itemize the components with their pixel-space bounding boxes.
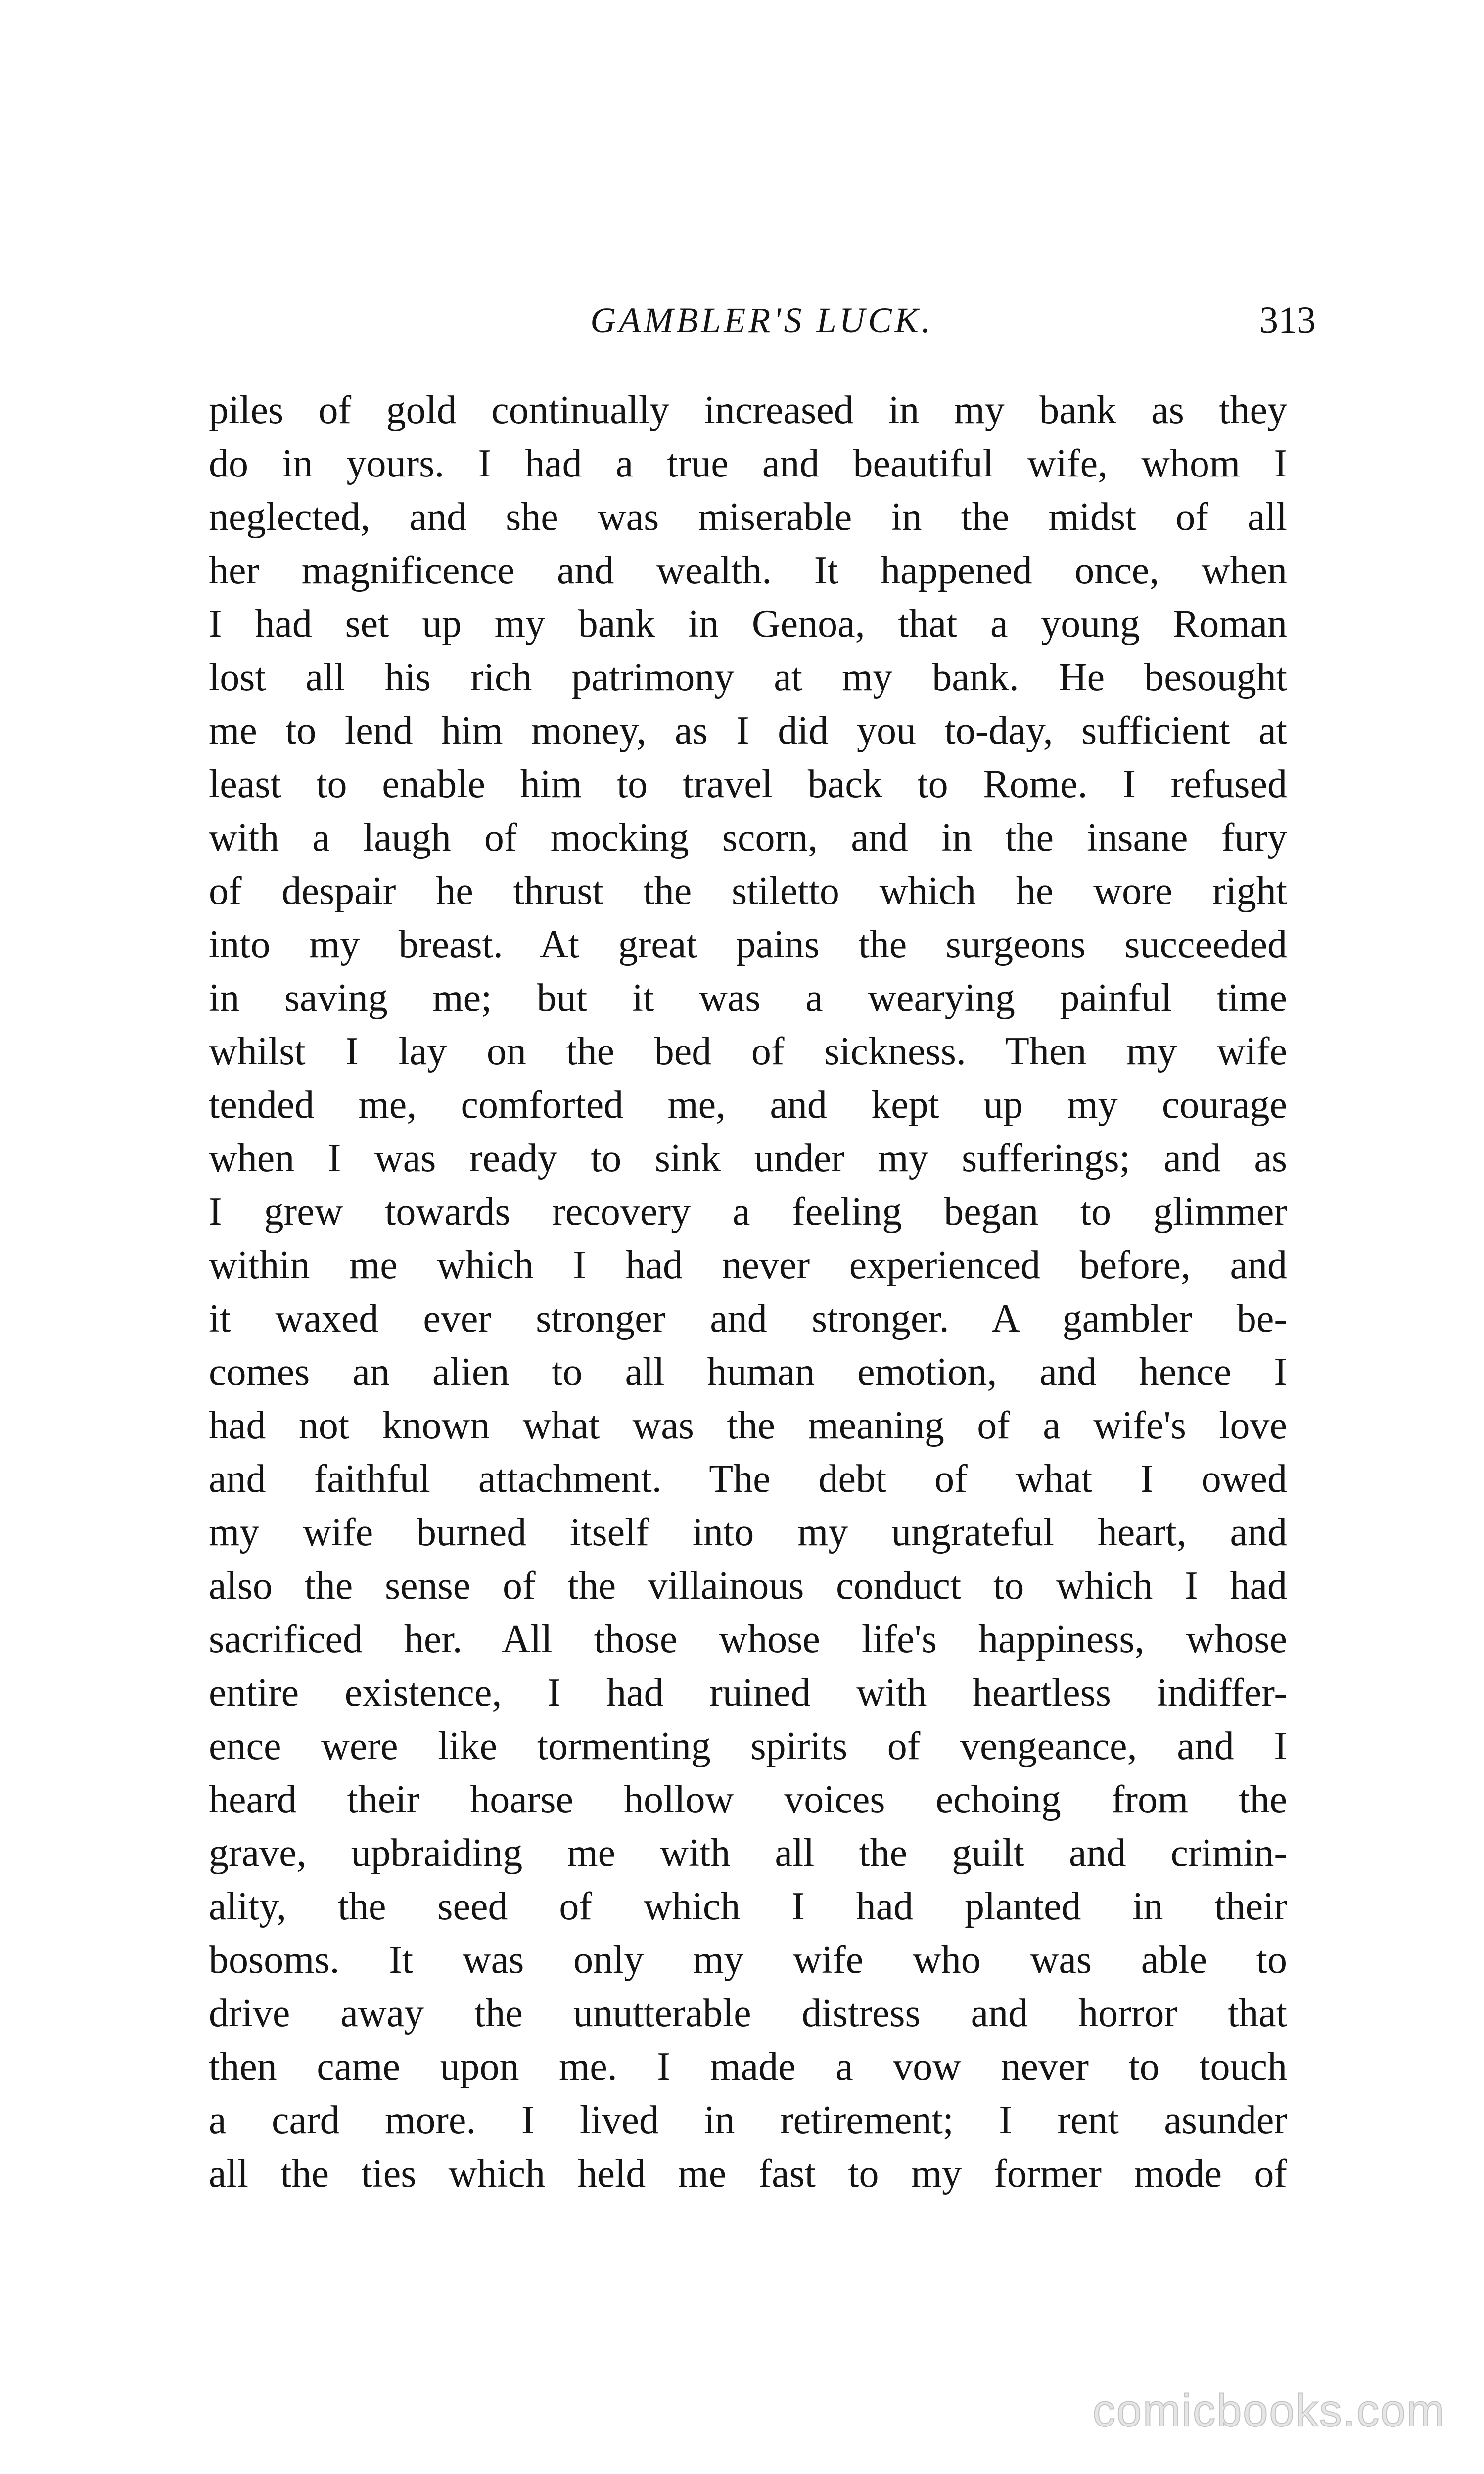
text-line: entire existence, I had ruined with heartless indiffer- — [209, 1671, 1287, 1714]
text-line: a card more. I lived in retirement; I rent asunder — [209, 2098, 1287, 2142]
text-line: whilst I lay on the bed of sickness. Then my wife — [209, 1030, 1287, 1073]
text-line: of despair he thrust the stiletto which he wore right — [209, 869, 1287, 913]
text-line: then came upon me. I made a vow never to touch — [209, 2045, 1287, 2089]
text-line: had not known what was the meaning of a wife's love — [209, 1404, 1287, 1447]
text-line: my wife burned itself into my ungrateful heart, and — [209, 1511, 1287, 1554]
text-line: heard their hoarse hollow voices echoing from the — [209, 1778, 1287, 1821]
text-line: her magnificence and wealth. It happened once, when — [209, 549, 1287, 592]
text-line: and faithful attachment. The debt of what I owed — [209, 1457, 1287, 1501]
text-line: in saving me; but it was a wearying painful time — [209, 976, 1287, 1020]
text-line: with a laugh of mocking scorn, and in the insane fury — [209, 816, 1287, 859]
text-line: sacrificed her. All those whose life's happiness, whose — [209, 1618, 1287, 1661]
watermark: comicbooks.com — [1092, 2385, 1445, 2436]
text-line: it waxed ever stronger and stronger. A gambler be- — [209, 1297, 1287, 1340]
text-line: lost all his rich patrimony at my bank. He besought — [209, 656, 1287, 699]
text-line: piles of gold continually increased in my bank as they — [209, 388, 1287, 432]
text-line: drive away the unutterable distress and horror that — [209, 1992, 1287, 2035]
text-line: tended me, comforted me, and kept up my courage — [209, 1083, 1287, 1127]
text-line: me to lend him money, as I did you to-day, sufficient at — [209, 709, 1287, 753]
running-title: GAMBLER'S LUCK. — [590, 300, 933, 340]
text-line: bosoms. It was only my wife who was able to — [209, 1938, 1287, 1982]
text-line: within me which I had never experienced before, and — [209, 1243, 1287, 1287]
running-head — [208, 293, 1316, 347]
text-line: least to enable him to travel back to Rome. I refused — [209, 762, 1287, 806]
text-line: I had set up my bank in Genoa, that a young Roman — [209, 602, 1287, 646]
text-line: into my breast. At great pains the surgeons succeeded — [209, 923, 1287, 966]
body-text — [209, 383, 1287, 2200]
text-line: do in yours. I had a true and beautiful wife, whom I — [209, 442, 1287, 485]
text-line: ence were like tormenting spirits of vengeance, and I — [209, 1724, 1287, 1768]
text-line: comes an alien to all human emotion, and hence I — [209, 1350, 1287, 1394]
text-line: also the sense of the villainous conduct to which I had — [209, 1564, 1287, 1608]
text-line: when I was ready to sink under my sufferings; and as — [209, 1137, 1287, 1180]
text-line: I grew towards recovery a feeling began to glimmer — [209, 1190, 1287, 1234]
text-line: neglected, and she was miserable in the midst of all — [209, 495, 1287, 539]
text-line: grave, upbraiding me with all the guilt and crimin- — [209, 1831, 1287, 1875]
text-line: ality, the seed of which I had planted in their — [209, 1885, 1287, 1928]
text-line: all the ties which held me fast to my former mode of — [209, 2152, 1287, 2195]
page-number: 313 — [1259, 299, 1316, 341]
